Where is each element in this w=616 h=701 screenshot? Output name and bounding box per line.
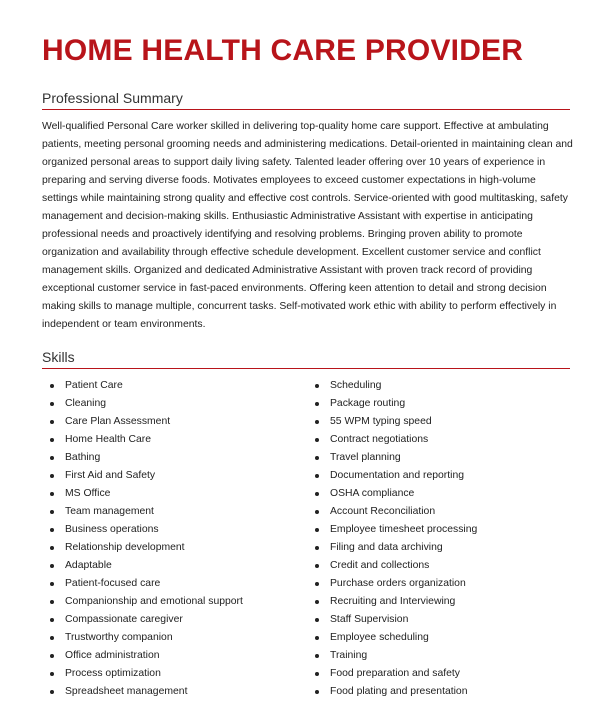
skill-item [315, 395, 477, 413]
bullet-icon [50, 528, 54, 532]
skills-list-left [50, 377, 243, 701]
skill-label: Office administration [65, 650, 160, 661]
skill-item [315, 377, 477, 395]
skill-label: First Aid and Safety [65, 470, 156, 481]
bullet-icon [315, 636, 319, 640]
skill-label: Employee scheduling [330, 632, 429, 643]
bullet-icon [50, 384, 54, 388]
bullet-icon [50, 420, 54, 424]
skill-label: Process optimization [65, 668, 161, 679]
skill-item [315, 503, 477, 521]
skill-item [50, 557, 243, 575]
bullet-icon [315, 618, 319, 622]
bullet-icon [315, 528, 319, 532]
skill-label: Spreadsheet management [65, 686, 188, 697]
bullet-icon [50, 546, 54, 550]
skill-label: Trustworthy companion [65, 632, 173, 643]
skill-item [50, 629, 243, 647]
skill-item [315, 449, 477, 467]
summary-divider [42, 109, 570, 110]
skill-label: Training [330, 650, 368, 661]
skill-label: Documentation and reporting [330, 470, 465, 481]
skill-item [50, 485, 243, 503]
skill-item [315, 593, 477, 611]
skill-item [50, 395, 243, 413]
skill-item [50, 665, 243, 683]
bullet-icon [50, 690, 54, 694]
skill-label: Patient-focused care [65, 578, 161, 589]
skill-item [50, 575, 243, 593]
bullet-icon [315, 582, 319, 586]
summary-heading: Professional Summary [42, 90, 183, 106]
bullet-icon [315, 564, 319, 568]
bullet-icon [50, 618, 54, 622]
skill-label: Care Plan Assessment [65, 416, 171, 427]
skill-item [315, 629, 477, 647]
skill-label: Contract negotiations [330, 434, 429, 445]
skill-label: MS Office [65, 488, 111, 499]
skill-label: Compassionate caregiver [65, 614, 183, 625]
skill-item [315, 683, 477, 701]
skill-label: Recruiting and Interviewing [330, 596, 456, 607]
skill-item [315, 413, 477, 431]
skill-label: Home Health Care [65, 434, 152, 445]
bullet-icon [50, 672, 54, 676]
skill-label: Adaptable [65, 560, 112, 571]
skill-item [50, 503, 243, 521]
skill-label: Patient Care [65, 380, 123, 391]
skill-label: Scheduling [330, 380, 382, 391]
bullet-icon [50, 636, 54, 640]
bullet-icon [315, 456, 319, 460]
skill-item [50, 647, 243, 665]
skill-item [315, 611, 477, 629]
bullet-icon [315, 492, 319, 496]
skill-label: Food preparation and safety [330, 668, 460, 679]
bullet-icon [50, 456, 54, 460]
skill-label: Account Reconciliation [330, 506, 436, 517]
skill-label: Travel planning [330, 452, 401, 463]
skill-label: Relationship development [65, 542, 185, 553]
bullet-icon [315, 402, 319, 406]
bullet-icon [50, 402, 54, 406]
bullet-icon [50, 438, 54, 442]
skill-label: Package routing [330, 398, 406, 409]
skill-item [50, 521, 243, 539]
skill-label: Purchase orders organization [330, 578, 466, 589]
bullet-icon [50, 582, 54, 586]
skill-item [50, 683, 243, 701]
skills-divider [42, 368, 570, 369]
summary-text: Well-qualified Personal Care worker skilled in delivering top-quality home care support. Effective at ambulating patients, meeting personal grooming needs and administering medications. Detail-oriented in maintaining clean and organized personal areas to support daily living safety. Talented leader offering over 10 years of experience in preparing and serving diverse foods. Motivates employees to exceed customer expectations in high-volume settings while maintaining strong quality and effective cost controls. Service-oriented with good multitasking, safety management and decision-making skills. Enthusiastic Administrative Assistant with expertise in anticipating professional needs and proactively identifying and resolving problems. Bringing proven ability to promote organization and availability through effective schedule development. Excellent customer service and conflict management skills. Organized and dedicated Administrative Assistant with proven track record of providing exceptional customer service in fast-paced environments. Offering keen attention to detail and strong decision making skills to manage multiple, concurrent tasks. Self-motivated work ethic with ability to perform effectively in independent or team environments. [42, 121, 573, 330]
bullet-icon [315, 384, 319, 388]
skill-label: Companionship and emotional support [65, 596, 243, 607]
bullet-icon [315, 474, 319, 478]
skill-label: Credit and collections [330, 560, 430, 571]
skill-item [315, 521, 477, 539]
bullet-icon [50, 654, 54, 658]
bullet-icon [50, 492, 54, 496]
skill-item [50, 593, 243, 611]
skill-item [315, 485, 477, 503]
bullet-icon [315, 546, 319, 550]
bullet-icon [50, 564, 54, 568]
skill-label: Employee timesheet processing [330, 524, 478, 535]
skill-item [50, 431, 243, 449]
skills-heading: Skills [42, 349, 75, 365]
skill-label: Business operations [65, 524, 159, 535]
skill-item [315, 647, 477, 665]
skill-item [50, 449, 243, 467]
bullet-icon [50, 510, 54, 514]
skill-item [315, 665, 477, 683]
skill-item [315, 575, 477, 593]
skill-label: Staff Supervision [330, 614, 409, 625]
skill-item [50, 377, 243, 395]
bullet-icon [315, 438, 319, 442]
skill-item [50, 467, 243, 485]
skill-item [315, 431, 477, 449]
bullet-icon [50, 600, 54, 604]
bullet-icon [50, 474, 54, 478]
bullet-icon [315, 600, 319, 604]
skill-item [315, 467, 477, 485]
skill-label: 55 WPM typing speed [330, 416, 432, 427]
resume-title: HOME HEALTH CARE PROVIDER [42, 34, 524, 67]
bullet-icon [315, 510, 319, 514]
skill-item [50, 611, 243, 629]
skill-item [50, 413, 243, 431]
skill-item [315, 539, 477, 557]
skill-label: Cleaning [65, 398, 107, 409]
skill-label: Bathing [65, 452, 101, 463]
skill-item [315, 557, 477, 575]
bullet-icon [315, 420, 319, 424]
skill-label: OSHA compliance [330, 488, 415, 499]
bullet-icon [315, 672, 319, 676]
skill-label: Food plating and presentation [330, 686, 468, 697]
skills-list-right [315, 377, 477, 701]
bullet-icon [315, 690, 319, 694]
bullet-icon [315, 654, 319, 658]
skill-label: Filing and data archiving [330, 542, 443, 553]
skill-label: Team management [65, 506, 154, 517]
skill-item [50, 539, 243, 557]
